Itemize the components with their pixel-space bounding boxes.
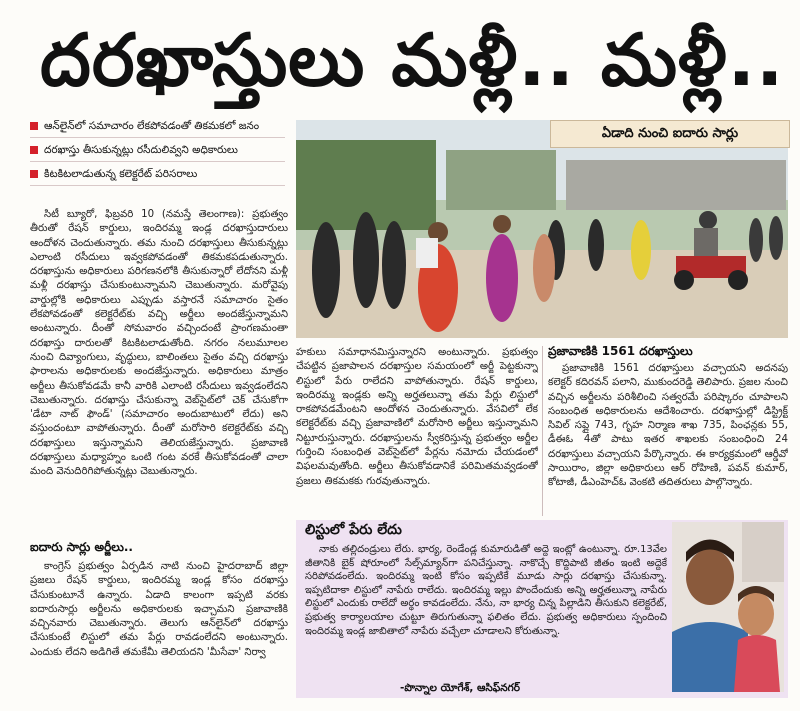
bullet-item: [30, 168, 285, 186]
testimonial-signature: -పొన్నాల యోగేశ్, ఆసిఫ్‌నగర్: [400, 682, 520, 694]
testimonial-title: లిస్టులో పేరు లేదు: [305, 522, 402, 538]
bullet-item: [30, 144, 285, 162]
paragraph: సిటీ బ్యూరో, ఫిబ్రవరి 10 (నమస్తే తెలంగాణ): ప్రభుత్వం తీరుతో రేషన్ కార్డులు, ఇందిరమ్మ ఇండ్ల దరఖాస్తుదారులు ఆందోళన చెందుతున్నారు. తమ నుంచి దరఖాస్తులు తీసుకున్నట్లు ఎలాంటి రసీదులు ఇవ్వకపోవడంతో తికమకపడుతున్నారు. దరఖాస్తును అధికారులు పరిగణనలోకి తీసుకున్నారో లేదోనని మళ్లీ మళ్లీ దరఖాస్తు చేసుకుంటున్నామని చెబుతున్నారు. మరోవైపు వార్డుల్లోకి అధికారులు ఎప్పుడు వస్తారనే సమాచారం సైతం లేకపోవడంతో కలెక్టరేట్‌కు వచ్చి అర్జీలు అందజేస్తున్నామని అంటున్నారు. దీంతో సోమవారం వచ్చిందంటే ప్రాంగణమంతా దరఖాస్తు దారులతో కిటకిటలాడుతోంది. నగరం నలుమూలల నుంచి దివ్యాంగులు, వృద్ధులు, బాలింతలు సైతం వచ్చి దరఖాస్తు ఫారాలను అధికారులకు అందజేస్తున్నారు. అధికారులు మాత్రం అర్జీలు తీసుకోవడమే కానీ వారికి ఎలాంటి రసీదులు ఇవ్వడంలేదని చెబుతున్నారు. దరఖాస్తు చేసుకున్నా వెబ్‌సైట్‌లో చెక్ చేసుకోగా 'డేటా నాట్ ఫౌండ్' (సమాచారం అందుబాటులో లేదు) అని వస్తుందంటూ వాపోతున్నారు. దీంతో మరోసారి కలెక్టరేట్‌కు వచ్చి దరఖాస్తులు ఇస్తున్నామని తెలియజేస్తున్నారు. ప్రజావాణి దరఖాస్తులు మధ్యాహ్నం ఒంటి గంట వరకే తీసుకోవడంతో చాలా మంది వెనుదిరిగిపోతున్నట్లు చెబుతున్నారు.: [30, 209, 288, 478]
paragraph: ప్రజావాణికి 1561 దరఖాస్తులు వచ్చాయని అదనపు కలెక్టర్ కదిరవన్ పలాని, ముకుందరెడ్డి తెలిపారు. ప్రజల నుంచి వచ్చిన అర్జీలను పరిశీలించి సత్వరమే పరిష్కారం చూపాలని సంబంధిత అధికారులను ఆదేశించారు. దరఖాస్తుల్లో డిస్ట్రిక్ట్ సివిల్ సప్లై 743, గృహ నిర్మాణ శాఖ 735, పింఛన్లకు 55, డీఈఓ 4తో పాటు ఇతర శాఖలకు సంబంధించి 24 దరఖాస్తులు వచ్చాయని పేర్కొన్నారు. ఈ కార్యక్రమంలో ఆర్డీవో సాయిరాం, జిల్లా అధికారులు ఆర్ రోహిణి, పవన్ కుమార్, కోటాజీ, డీఎంహెచ్‌ఓ వెంకటి తదితరులు పాల్గొన్నారు.: [548, 363, 788, 489]
bullet-text: ఆన్‌లైన్‌లో సమాచారం లేకపోవడంతో తికమకలో జనం: [44, 120, 260, 132]
bullet-square-icon: [30, 146, 38, 154]
paragraph: హకులు సమాధానమిస్తున్నారని అంటున్నారు. ప్రభుత్వం చేపట్టిన ప్రజాపాలన దరఖాస్తుల సమయంలో అర్జీ పెట్టకున్నా లిస్టులో పేరు రాలేదని వాపోతున్నారు. రేషన్ కార్డులు, ఇందిరమ్మ ఇండ్లకు అన్ని అర్హతలున్నా తమ పేర్లు లిస్టులో రాకపోవడమేంటని ఆందోళన చెందుతున్నారు. వేసవిలో లేక కలెక్టరేట్‌కు వచ్చి ప్రజావాణిలో మరోసారి అర్జీలు ఇస్తున్నామని నిట్టూరుస్తున్నారు. దరఖాస్తులను స్వీకరిస్తున్న ప్రభుత్వం అర్జీల గుర్తించి సంబంధిత వెబ్‌సైట్‌లో పేర్లను నమోదు చేయడంలో విఫలమవుతోంది. అర్జీలు తీసుకోవడానికే పరిమితమవ్వడంతో ప్రజలు తికమకకు గురవుతున్నారు.: [296, 347, 538, 487]
subhead-prajavani: ప్రజావాణికి 1561 దరఖాస్తులు: [548, 344, 693, 358]
crowd-photo: [296, 120, 788, 338]
bullet-list: [30, 120, 285, 192]
man-with-child-photo: [672, 522, 784, 692]
paragraph: నాకు తల్లిదండ్రులు లేరు. భార్య, రెండేండ్ల కుమారుడితో అద్దె ఇంట్లో ఉంటున్నా. రూ.13వేల జీతానికి బైక్ షోరూంలో సేల్స్‌మ్యాన్‌గా పనిచేస్తున్నా. నాకొచ్చే కొద్దిపాటి జీతం ఇంటి అద్దెకే సరిపోవడంలేదు. ఇందిరమ్మ ఇంటి కోసం ఇప్పటికే మూడు సార్లు దరఖాస్తు చేసుకున్నా. ఇప్పటిదాకా లిస్టులో నాపేరు రాలేదు. ఇందిరమ్మ ఇల్లు పొందేందుకు అన్ని అర్హతలున్నా నాపేరు లిస్టులో ఎందుకు రాలేదో అర్థం కావడంలేదు. నేను, నా భార్య చిన్న పిల్లాడిని తీసుకుని కలెక్టరేట్, ప్రభుత్వ కార్యాలయాల చుట్టూ తిరుగుతున్నా ఫలితం లేదు. ప్రభుత్వ అధికారులు స్పందించి ఇందిరమ్మ ఇండ్ల జాబితాలో నాపేరు వచ్చేలా చూడాలని కోరుతున్నా.: [305, 544, 667, 637]
bullet-square-icon: [30, 122, 38, 130]
article-column-2: [296, 346, 538, 514]
subhead-five-times: ఐదారు సార్లు అర్జీలు..: [30, 540, 133, 554]
crowd-photo-illustration: [296, 120, 788, 338]
bullet-text: కిటకిటలాడుతున్న కలెక్టరేట్ పరిసరాలు: [44, 168, 198, 180]
article-column-3: [548, 362, 788, 514]
photo-caption: ఏడాది నుంచి ఐదారు సార్లు: [550, 120, 790, 148]
bullet-text: దరఖాస్తు తీసుకున్నట్లు రసీదులివ్వని అధికారులు: [44, 144, 238, 156]
column-divider: [542, 346, 543, 516]
bullet-item: [30, 120, 285, 138]
article-column-1b: [30, 560, 288, 705]
headline: దరఖాస్తులు మళ్లీ.. మళ్లీ..: [40, 18, 785, 102]
portrait-illustration: [672, 522, 784, 692]
testimonial-text: [305, 543, 667, 678]
article-column-1: [30, 208, 288, 536]
paragraph: కాంగ్రెస్ ప్రభుత్వం ఏర్పడిన నాటి నుంచి హైదరాబాద్ జిల్లా ప్రజలు రేషన్ కార్డులు, ఇందిరమ్మ ఇండ్ల కోసం దరఖాస్తు చేసుకుంటూనే ఉన్నారు. ఏడాది కాలంగా ఇప్పటి వరకు ఐదారుసార్లు అర్జీలను అధికారులకు ఇచ్చామని ప్రజావాణికి వచ్చినవారు చెబుతున్నారు. తెలుగు ఆన్‌లైన్‌లో దరఖాస్తు చేసుకుంటే లిస్టులో తమ పేర్లు రావడంలేదని అంటున్నారు. ఎందుకు లేదని అడిగితే తమకేమీ తెలియదని 'మీసేవా' నిర్వా: [30, 561, 288, 658]
bullet-square-icon: [30, 170, 38, 178]
